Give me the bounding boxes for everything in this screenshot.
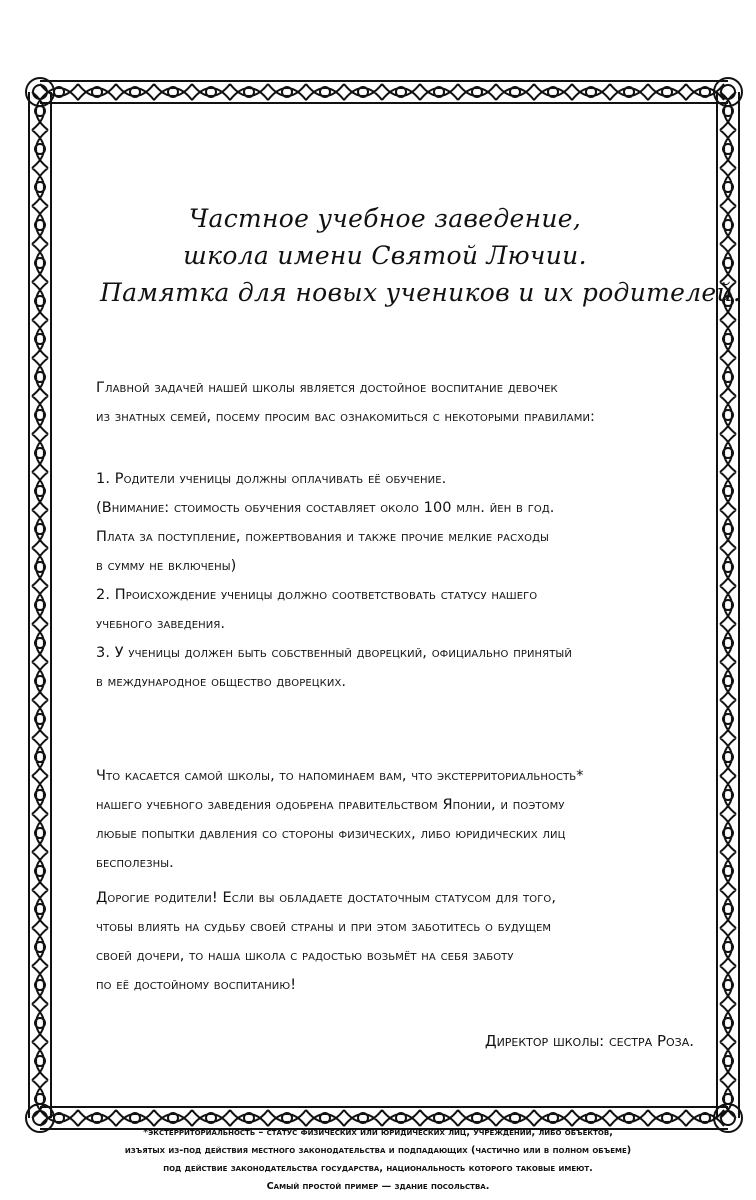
title-line-1: Частное учебное заведение, (188, 204, 582, 233)
text-line: любые попытки давления со стороны физических, либо юридических лиц (96, 826, 566, 842)
school-status-paragraph (96, 762, 696, 878)
footnote-line: Самый простой пример — здание посольства. (266, 1181, 490, 1192)
director-signature: Директор школы: сестра Роза. (484, 1032, 694, 1050)
rule-line: в международное общество дворецких. (96, 674, 347, 690)
intro-paragraph (96, 374, 696, 432)
rule-line: 3. У ученицы должен быть собственный дворецкий, официально принятый (96, 645, 572, 661)
title-line-3: Памятка для новых учеников и их родителей. (100, 278, 742, 307)
text-line: Главной задачей нашей школы является достойное воспитание девочек (96, 380, 558, 396)
parents-appeal-paragraph (96, 884, 696, 1000)
title-line-2: школа имени Святой Лючии. (183, 241, 587, 270)
text-line: чтобы влиять на судьбу своей страны и при этом заботитесь о будущем (96, 919, 552, 935)
text-line: по её достойному воспитанию! (96, 977, 297, 993)
text-line: бесполезны. (96, 855, 174, 871)
page-title (100, 200, 742, 311)
rule-line: (Внимание: стоимость обучения составляет около 100 млн. йен в год. (96, 500, 555, 516)
text-line: своей дочери, то наша школа с радостью возьмёт на себя заботу (96, 948, 514, 964)
rule-line: 1. Родители ученицы должны оплачивать её обучение. (96, 471, 447, 487)
text-line: Дорогие родители! Если вы обладаете достаточным статусом для того, (96, 890, 557, 906)
text-line: нашего учебного заведения одобрена правительством Японии, и поэтому (96, 797, 565, 813)
text-line: из знатных семей, посему просим вас ознакомиться с некоторыми правилами: (96, 409, 596, 425)
rule-line: 2. Происхождение ученицы должно соответствовать статусу нашего (96, 587, 538, 603)
text-line: Что касается самой школы, то напоминаем вам, что экстерриториальность* (96, 768, 584, 784)
footnote (0, 1124, 756, 1196)
footnote-line: *экстерриториальность – статус физических или юридических лиц, учреждений, либо объектов, (143, 1127, 613, 1138)
rule-line: в сумму не включены) (96, 558, 237, 574)
rules-list (96, 465, 696, 697)
footnote-line: изъятых из-под действия местного законодательства и подпадающих (частично или в полном объеме) (124, 1145, 632, 1156)
rule-line: учебного заведения. (96, 616, 226, 632)
rule-line: Плата за поступление, пожертвования и также прочие мелкие расходы (96, 529, 549, 545)
footnote-line: под действие законодательства государства, национальность которого таковые имеют. (163, 1163, 593, 1174)
